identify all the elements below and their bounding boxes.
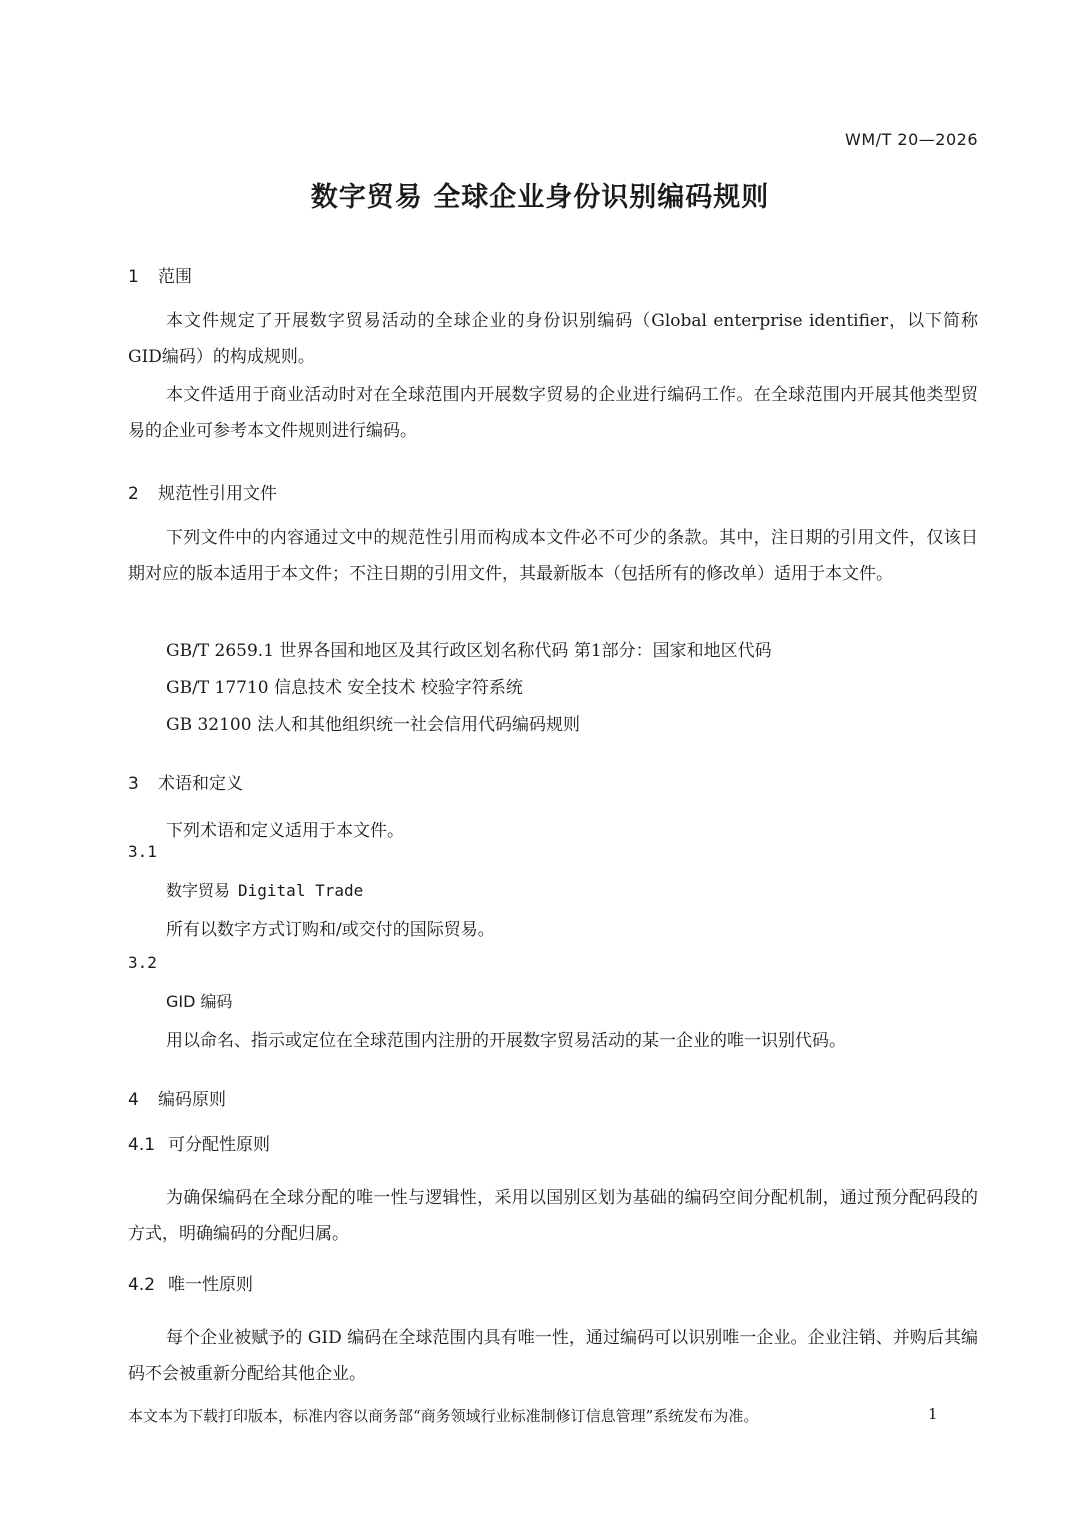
term-definition: 用以命名、指示或定位在全球范围内注册的开展数字贸易活动的某一企业的唯一识别代码。 [166, 1031, 846, 1051]
section-2-heading [128, 479, 277, 504]
section-1-paragraph-1: 本文件规定了开展数字贸易活动的全球企业的身份识别编码（Global enterprise identifier，以下简称GID编码）的构成规则。 [128, 311, 978, 367]
term-cn: 数字贸易 [166, 881, 231, 900]
subsection-4-1-paragraph: 为确保编码在全球分配的唯一性与逻辑性，采用以国别区划为基础的编码空间分配机制，通过预分配码段的方式，明确编码的分配归属。 [128, 1188, 978, 1244]
term-entry [166, 989, 233, 1012]
term-definition: 所有以数字方式订购和/或交付的国际贸易。 [166, 920, 495, 940]
section-number: 4 [128, 1090, 139, 1110]
term-number: 3.2 [128, 953, 157, 972]
section-3-intro: 下列术语和定义适用于本文件。 [166, 821, 404, 841]
subsection-title: 唯一性原则 [168, 1275, 253, 1295]
section-number: 1 [128, 267, 139, 287]
subsection-4-2-paragraph: 每个企业被赋予的 GID 编码在全球范围内具有唯一性，通过编码可以识别唯一企业。企业注销、并购后其编码不会被重新分配给其他企业。 [128, 1328, 978, 1384]
document-title: 数字贸易 全球企业身份识别编码规则 [310, 182, 770, 213]
section-title: 术语和定义 [158, 774, 243, 794]
page-number: 1 [928, 1405, 938, 1423]
subsection-title: 可分配性原则 [168, 1135, 270, 1155]
section-title: 规范性引用文件 [158, 484, 277, 504]
section-2-paragraph: 下列文件中的内容通过文中的规范性引用而构成本文件必不可少的条款。其中，注日期的引用文件，仅该日期对应的版本适用于本文件；不注日期的引用文件，其最新版本（包括所有的修改单）适用于本文件。 [128, 528, 978, 584]
subsection-4-2-heading [128, 1270, 253, 1295]
term-number: 3.1 [128, 842, 157, 861]
standard-code: WM/T 20—2026 [845, 130, 978, 149]
section-title: 范围 [158, 267, 192, 287]
section-4-heading [128, 1085, 226, 1110]
term-cn: GID 编码 [166, 992, 233, 1011]
section-3-heading [128, 769, 243, 794]
reference-item: GB/T 2659.1 世界各国和地区及其行政区划名称代码 第1部分：国家和地区代码 [166, 641, 772, 661]
section-1-paragraph-2: 本文件适用于商业活动时对在全球范围内开展数字贸易的企业进行编码工作。在全球范围内开展其他类型贸易的企业可参考本文件规则进行编码。 [128, 385, 978, 441]
term-entry [166, 878, 363, 901]
subsection-4-1-heading [128, 1130, 270, 1155]
section-title: 编码原则 [158, 1090, 226, 1110]
term-en: Digital Trade [238, 881, 364, 900]
footer-note: 本文本为下载打印版本，标准内容以商务部“商务领域行业标准制修订信息管理”系统发布为准。 [128, 1407, 759, 1425]
subsection-number: 4.1 [128, 1135, 156, 1155]
section-number: 3 [128, 774, 139, 794]
subsection-number: 4.2 [128, 1275, 156, 1295]
reference-item: GB 32100 法人和其他组织统一社会信用代码编码规则 [166, 715, 580, 735]
reference-item: GB/T 17710 信息技术 安全技术 校验字符系统 [166, 678, 523, 698]
section-1-heading [128, 262, 192, 287]
section-number: 2 [128, 484, 139, 504]
